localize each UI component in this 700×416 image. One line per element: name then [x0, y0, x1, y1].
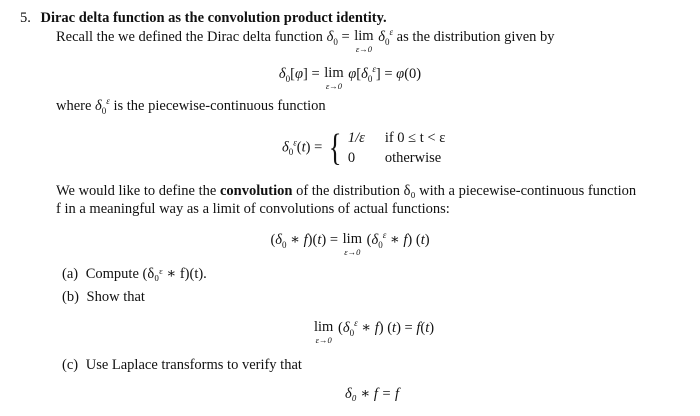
convolution-sentence-line-2: f in a meaningful way as a limit of convolutions of actual functions:	[56, 201, 450, 217]
final-identity-equation: δ₀ ∗ f = f	[345, 386, 399, 402]
where-sentence: where $\delta_0^\varepsilon$ is the piecewise-continuous function	[56, 96, 326, 116]
limit-operator: lim ε→0	[314, 319, 334, 345]
where-text-end: is the piecewise-continuous function	[113, 98, 326, 114]
convolution-text-end: of the distribution δ₀ with a piecewise-continuous function	[296, 183, 637, 199]
case-2-condition: otherwise	[384, 150, 442, 166]
case-1-condition: if 0 ≤ t < ε	[384, 130, 446, 146]
recall-text-start: Recall the we defined the Dirac delta function	[56, 29, 323, 45]
part-a-text: Compute (δ₀ᵋ ∗ f)(t).	[85, 266, 207, 282]
part-b-text: Show that	[86, 289, 145, 305]
problem-heading	[20, 10, 387, 27]
convolution-limit-equation: ($\delta_0$ ∗ f)(t) = lim ε→0 ($\delta_0^\varepsilon$ ∗ f) (t)	[270, 230, 430, 257]
distribution-definition-equation: $\delta_0[\varphi]$ = lim ε→0 $\varphi[\delta_0^\varepsilon] = \varphi(0)$	[278, 64, 422, 91]
case-2-value: 0	[347, 150, 356, 166]
left-brace: {	[328, 127, 342, 169]
limit-operator: lim ε→0	[324, 65, 344, 91]
part-b-equation: lim ε→0 ($\delta_0^\varepsilon$ ∗ f) (t) = f(t)	[314, 318, 435, 345]
limit-operator: lim ε→0	[354, 28, 374, 54]
piecewise-cases	[348, 128, 452, 168]
part-b	[62, 289, 145, 306]
recall-text-end: as the distribution given by	[396, 29, 555, 45]
piecewise-function-equation: $\delta_0^\varepsilon(t)$ = { 1/ε if 0 ≤ t < ε 0 otherwise	[282, 128, 451, 168]
part-c-label: (c)	[62, 357, 79, 373]
where-text-start: where	[56, 98, 92, 114]
limit-operator: lim ε→0	[342, 231, 362, 257]
problem-title: Dirac delta function as the convolution product identity.	[40, 10, 387, 26]
convolution-text-start: We would like to define the	[56, 183, 217, 199]
recall-sentence: Recall the we defined the Dirac delta function $\delta_0$ = lim ε→0 $\delta_0^\varepsilon$ as the distribution given by	[56, 27, 555, 54]
part-a-label: (a)	[62, 266, 79, 282]
problem-number: 5.	[20, 10, 31, 26]
part-c	[62, 357, 302, 374]
part-c-text: Use Laplace transforms to verify that	[85, 357, 302, 373]
part-a	[62, 266, 207, 283]
convolution-bold-term: convolution	[219, 183, 293, 199]
delta-zero-symbol: δ	[326, 29, 334, 45]
convolution-sentence-line-1	[56, 183, 636, 200]
part-b-label: (b)	[62, 289, 79, 305]
case-1-value: 1/ε	[347, 130, 365, 146]
